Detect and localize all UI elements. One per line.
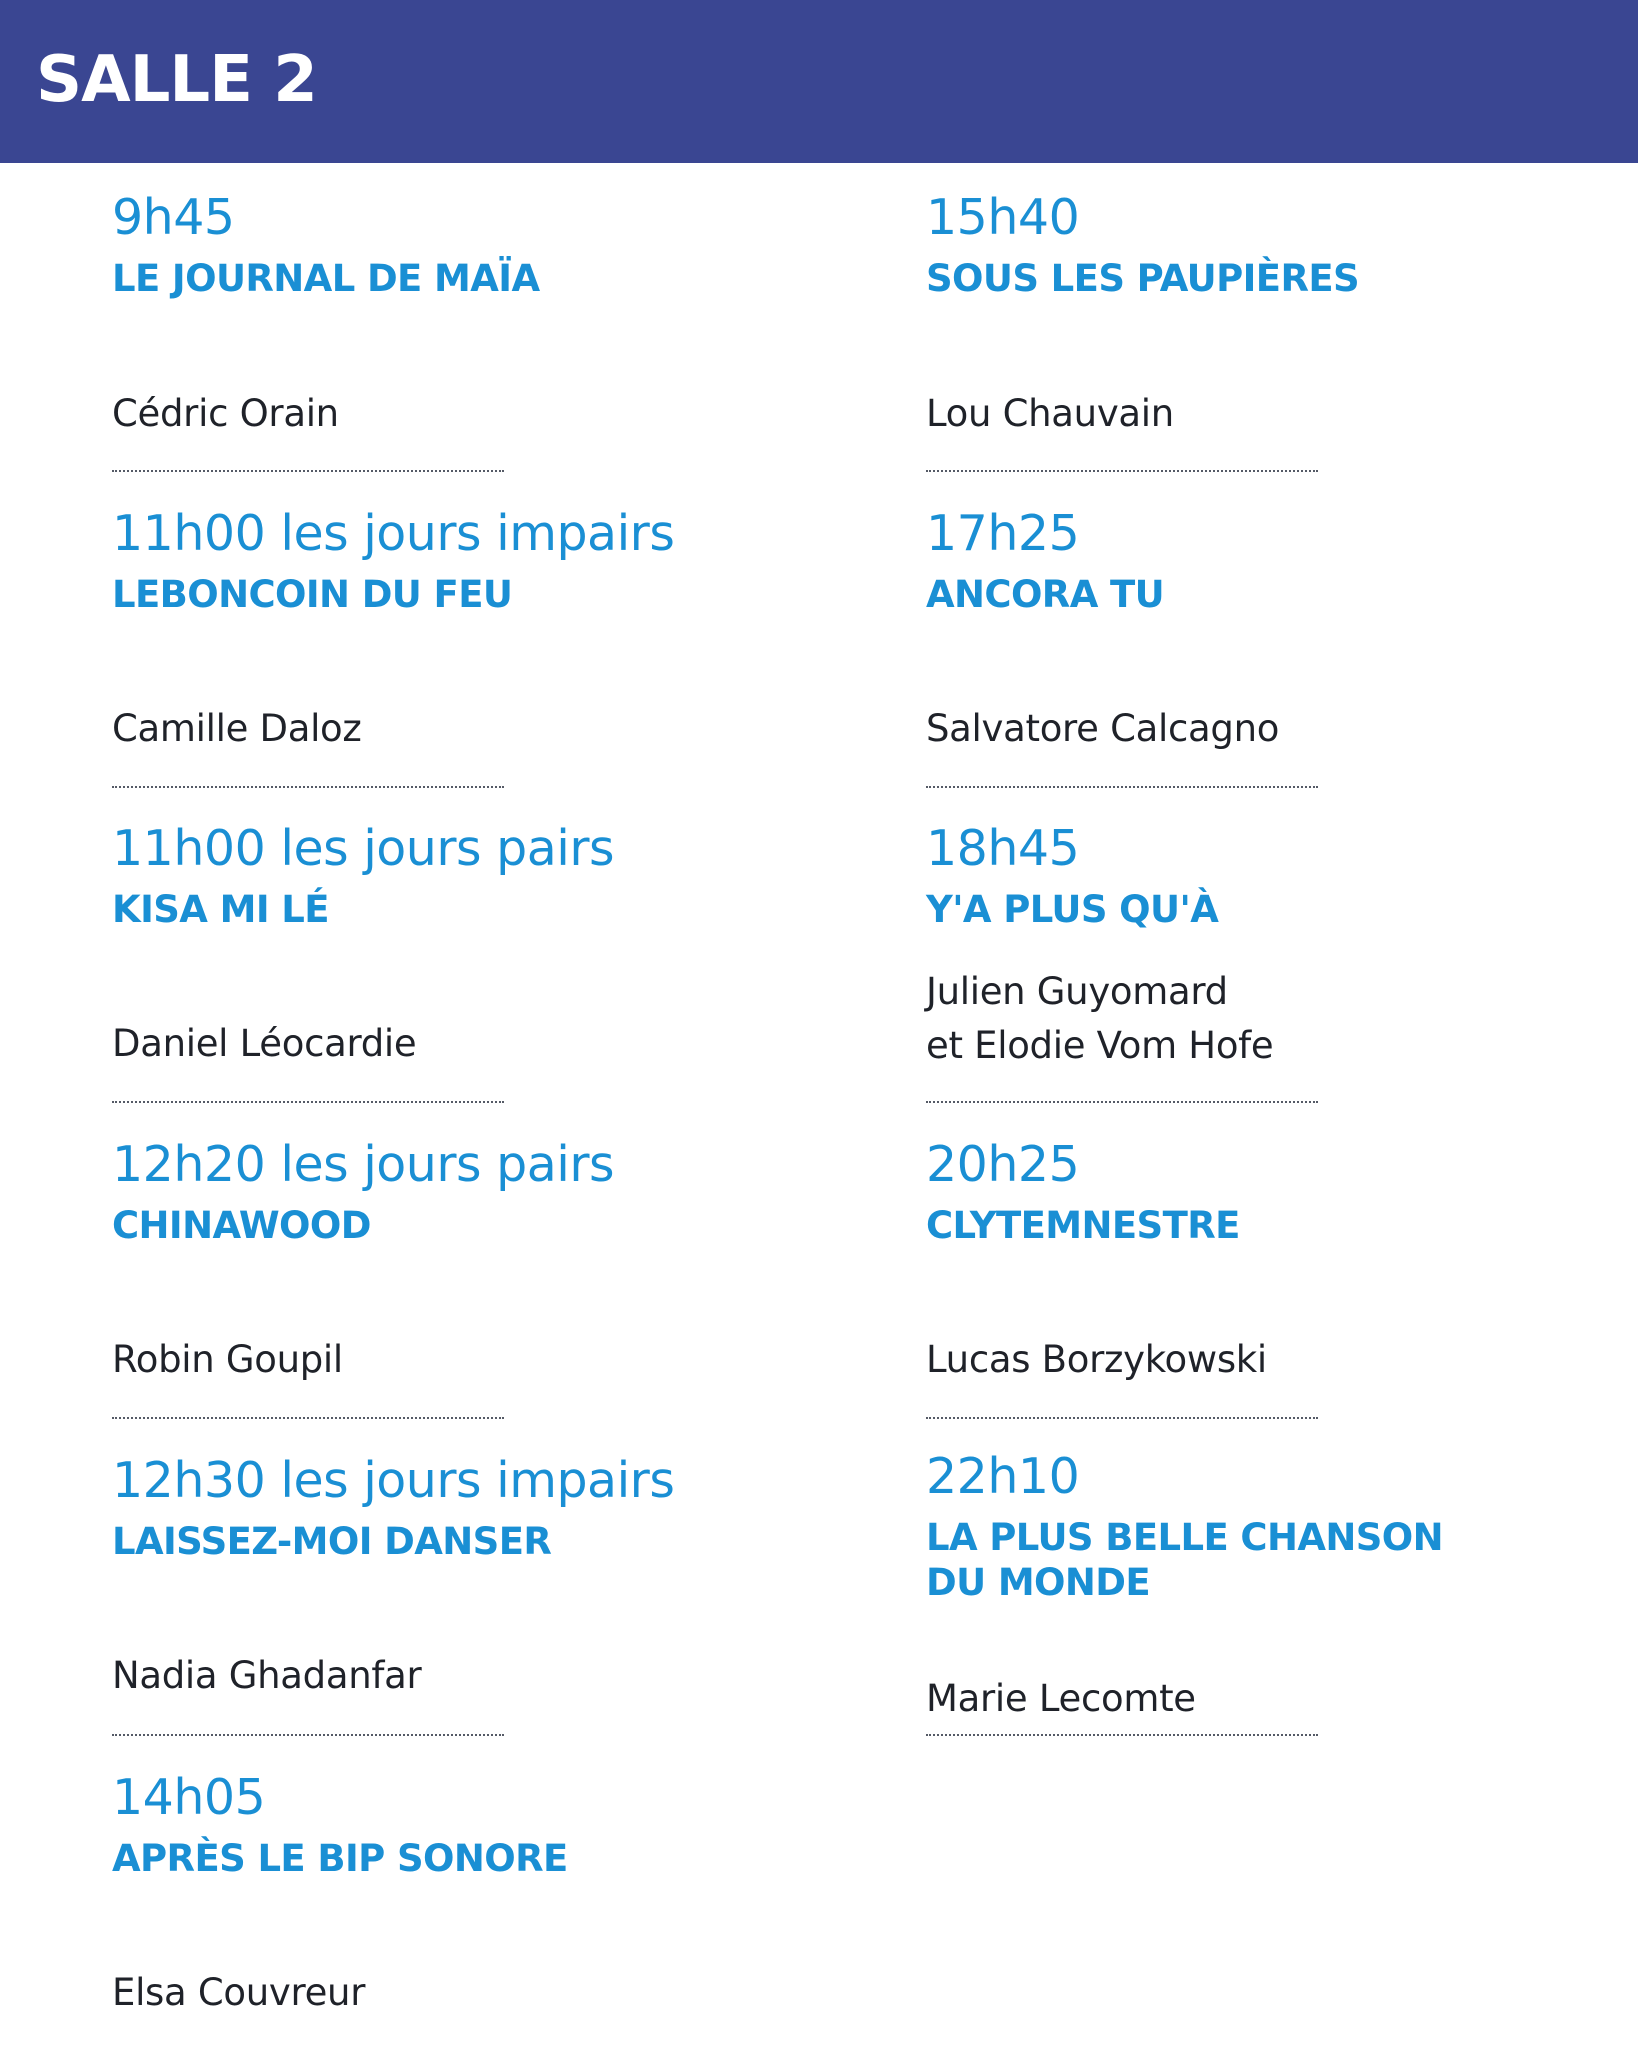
entry-author: Marie Lecomte	[926, 1677, 1196, 1720]
entry-divider	[926, 1101, 1318, 1103]
entry-title: LE JOURNAL DE MAÏA	[112, 257, 540, 300]
entry-divider	[112, 1734, 504, 1736]
entry-author-line2: et Elodie Vom Hofe	[926, 1024, 1274, 1067]
entry-time: 11h00 les jours pairs	[112, 820, 615, 877]
entry-title: LAISSEZ-MOI DANSER	[112, 1520, 552, 1563]
entry-title: SOUS LES PAUPIÈRES	[926, 257, 1360, 300]
entry-divider	[112, 1101, 504, 1103]
entry-title: CHINAWOOD	[112, 1204, 371, 1247]
entry-time: 11h00 les jours impairs	[112, 505, 675, 562]
entry-author: Robin Goupil	[112, 1338, 343, 1381]
entry-title: LA PLUS BELLE CHANSON DU MONDE	[926, 1516, 1444, 1604]
entry-title: APRÈS LE BIP SONORE	[112, 1837, 568, 1880]
entry-time: 22h10	[926, 1448, 1080, 1505]
entry-author: Lou Chauvain	[926, 392, 1174, 435]
entry-title: LEBONCOIN DU FEU	[112, 573, 513, 616]
entry-author: Nadia Ghadanfar	[112, 1654, 422, 1697]
entry-author: Camille Daloz	[112, 707, 362, 750]
entry-divider	[112, 786, 504, 788]
entry-divider	[926, 470, 1318, 472]
entry-time: 14h05	[112, 1769, 266, 1826]
entry-divider	[926, 786, 1318, 788]
entry-author-line1: Julien Guyomard	[926, 970, 1228, 1013]
entry-time: 15h40	[926, 189, 1080, 246]
entry-divider	[112, 1417, 504, 1419]
page-title: SALLE 2	[36, 43, 317, 117]
entry-divider	[112, 470, 504, 472]
entry-time: 20h25	[926, 1136, 1080, 1193]
entry-time: 9h45	[112, 189, 235, 246]
entry-time: 17h25	[926, 505, 1080, 562]
entry-author: Daniel Léocardie	[112, 1022, 417, 1065]
entry-title: Y'A PLUS QU'À	[926, 888, 1219, 931]
entry-divider	[926, 1734, 1318, 1736]
entry-title: KISA MI LÉ	[112, 888, 329, 931]
entry-author: Elsa Couvreur	[112, 1971, 366, 2014]
entry-title: ANCORA TU	[926, 573, 1165, 616]
entry-time: 12h30 les jours impairs	[112, 1452, 675, 1509]
entry-author: Cédric Orain	[112, 392, 339, 435]
entry-title: CLYTEMNESTRE	[926, 1204, 1240, 1247]
entry-author: Salvatore Calcagno	[926, 707, 1280, 750]
entry-time: 12h20 les jours pairs	[112, 1136, 615, 1193]
header-bar	[0, 0, 1638, 163]
entry-divider	[926, 1417, 1318, 1419]
entry-author: Lucas Borzykowski	[926, 1338, 1267, 1381]
entry-time: 18h45	[926, 820, 1080, 877]
